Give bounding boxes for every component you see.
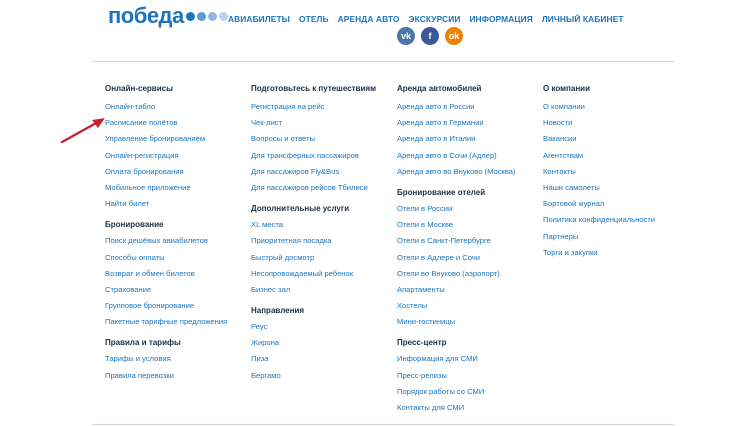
footer-link[interactable]: Аренда авто в России — [397, 102, 475, 111]
footer-link[interactable]: Онлайн-регистрация — [105, 150, 179, 160]
footer-link[interactable]: О компании — [543, 102, 585, 111]
nav-excursions[interactable]: ЭКСКУРСИИ — [408, 14, 461, 24]
pobeda-logo[interactable]: победа — [108, 3, 184, 28]
nav-hotel[interactable]: ОТЕЛЬ — [298, 14, 329, 24]
section-heading: О компании — [543, 84, 590, 93]
arrow-shaft — [62, 122, 98, 142]
footer-link[interactable]: Аренда авто в Италии — [397, 134, 476, 144]
footer-link[interactable]: Аренда авто во Внуково (Москва) — [397, 166, 516, 176]
footer-link[interactable]: Поиск дешёвых авиабилетов — [105, 236, 208, 246]
footer-link[interactable]: Бизнес зал — [251, 284, 291, 294]
footer-link[interactable]: Бортовой журнал — [543, 199, 605, 209]
footer-column-travel — [251, 83, 376, 384]
social-links — [397, 27, 463, 45]
footer-link[interactable]: Информация для СМИ — [397, 354, 478, 364]
header — [0, 0, 750, 36]
bottom-divider — [92, 424, 674, 425]
footer-link[interactable]: Быстрый досмотр — [251, 252, 315, 262]
footer-link[interactable]: Расписание полётов — [105, 118, 178, 128]
footer-link[interactable]: Чек-лист — [251, 118, 283, 128]
footer-link[interactable]: Для трансферных пассажиров — [251, 150, 359, 160]
footer-link[interactable]: Агентствам — [543, 150, 584, 160]
section-heading: Подготовьтесь к путешествиям — [251, 84, 376, 93]
footer-link[interactable]: Аренда авто в Сочи (Адлер) — [397, 150, 497, 160]
footer-link[interactable]: Возврат и обмен билетов — [105, 268, 195, 278]
footer-link[interactable]: Найти билет — [105, 199, 150, 209]
footer-link[interactable]: Для пассажиров рейсов Тбилиси — [251, 182, 368, 192]
nav-information[interactable]: ИНФОРМАЦИЯ — [469, 14, 533, 24]
logo-dot — [208, 12, 217, 21]
footer-link[interactable]: Бергамо — [251, 370, 281, 380]
footer-link[interactable]: Хостелы — [397, 301, 428, 311]
footer-link[interactable]: Контакты для СМИ — [397, 403, 465, 412]
footer-link[interactable]: Пиза — [251, 354, 269, 364]
footer-link[interactable]: Страхование — [105, 284, 152, 294]
logo-dot — [186, 12, 195, 21]
footer-link[interactable]: XL места — [251, 220, 283, 230]
footer-link[interactable]: Для пассажиров Fly&Bus — [251, 166, 340, 176]
footer-link[interactable]: Партнеры — [543, 231, 579, 241]
footer-link[interactable]: Контакты — [543, 166, 576, 176]
footer-link[interactable]: Порядок работы со СМИ — [397, 386, 485, 396]
footer-column-services — [105, 83, 227, 384]
footer-link[interactable]: Правила перевозки — [105, 370, 174, 380]
footer-link[interactable]: Политика конфиденциальности — [543, 215, 656, 225]
vk-icon[interactable]: vk — [397, 27, 415, 45]
section-heading: Аренда автомобилей — [397, 84, 482, 93]
footer-link[interactable]: Способы оплаты — [105, 252, 165, 262]
nav-flights[interactable]: АВИАБИЛЕТЫ — [228, 14, 290, 24]
section-heading: Бронирование отелей — [397, 187, 486, 197]
footer-link[interactable]: Отели в Москве — [397, 220, 454, 230]
footer-link[interactable]: Отели в Санкт-Петербурге — [397, 236, 491, 246]
footer-link[interactable]: Оплата бронирования — [105, 166, 184, 176]
footer-link[interactable]: Отели в России — [397, 203, 453, 213]
facebook-icon[interactable]: f — [421, 27, 439, 45]
section-heading: Онлайн-сервисы — [105, 84, 173, 93]
footer-link[interactable]: Тарифы и условия — [105, 354, 171, 364]
section-heading: Правила и тарифы — [105, 338, 181, 348]
footer-link[interactable]: Вопросы и ответы — [251, 134, 315, 144]
footer-link[interactable]: Вакансии — [543, 134, 577, 144]
top-divider — [92, 61, 674, 62]
section-heading: Направления — [251, 306, 305, 316]
nav-account[interactable]: ЛИЧНЫЙ КАБИНЕТ — [541, 14, 624, 24]
footer-link[interactable]: Несопровождаемый ребенок — [251, 268, 354, 278]
annotation-arrow-icon — [58, 114, 108, 146]
footer-link[interactable]: Пресс-релизы — [397, 370, 447, 380]
footer-link[interactable]: Реус — [251, 322, 268, 332]
logo-dots-icon — [186, 12, 228, 21]
logo-dot — [219, 12, 228, 21]
footer-column-company — [543, 83, 655, 261]
logo-dot — [197, 12, 206, 21]
footer-link[interactable]: Приоритетная посадка — [251, 236, 332, 246]
footer-link[interactable]: Групповое бронирование — [105, 301, 195, 311]
footer-link[interactable]: Управление бронированием — [105, 134, 206, 144]
footer-link[interactable]: Онлайн-табло — [105, 102, 156, 111]
section-heading: Бронирование — [105, 220, 164, 230]
footer-link[interactable]: Регистрация на рейс — [251, 102, 325, 111]
footer-link[interactable]: Мини-гостиницы — [397, 317, 456, 327]
footer-link[interactable]: Апартаменты — [397, 284, 445, 294]
footer-link[interactable]: Торги и закупки — [543, 247, 598, 257]
footer-link[interactable]: Отели в Адлере и Сочи — [397, 252, 480, 262]
footer-link[interactable]: Отели во Внуково (аэропорт) — [397, 268, 500, 278]
footer-link[interactable]: Наши самолеты — [543, 182, 600, 192]
footer-link[interactable]: Пакетные тарифные предложения — [105, 317, 228, 327]
section-heading: Пресс-центр — [397, 338, 447, 348]
nav-car-rental[interactable]: АРЕНДА АВТО — [337, 14, 400, 24]
footer-link[interactable]: Новости — [543, 118, 573, 128]
section-heading: Дополнительные услуги — [251, 204, 350, 214]
footer-link[interactable]: Мобильное приложение — [105, 182, 191, 192]
odnoklassniki-icon[interactable]: ok — [445, 27, 463, 45]
footer-link[interactable]: Жирона — [251, 338, 280, 348]
main-nav — [228, 14, 624, 24]
footer-column-rental — [397, 83, 516, 416]
footer-link[interactable]: Аренда авто в Германии — [397, 118, 484, 128]
